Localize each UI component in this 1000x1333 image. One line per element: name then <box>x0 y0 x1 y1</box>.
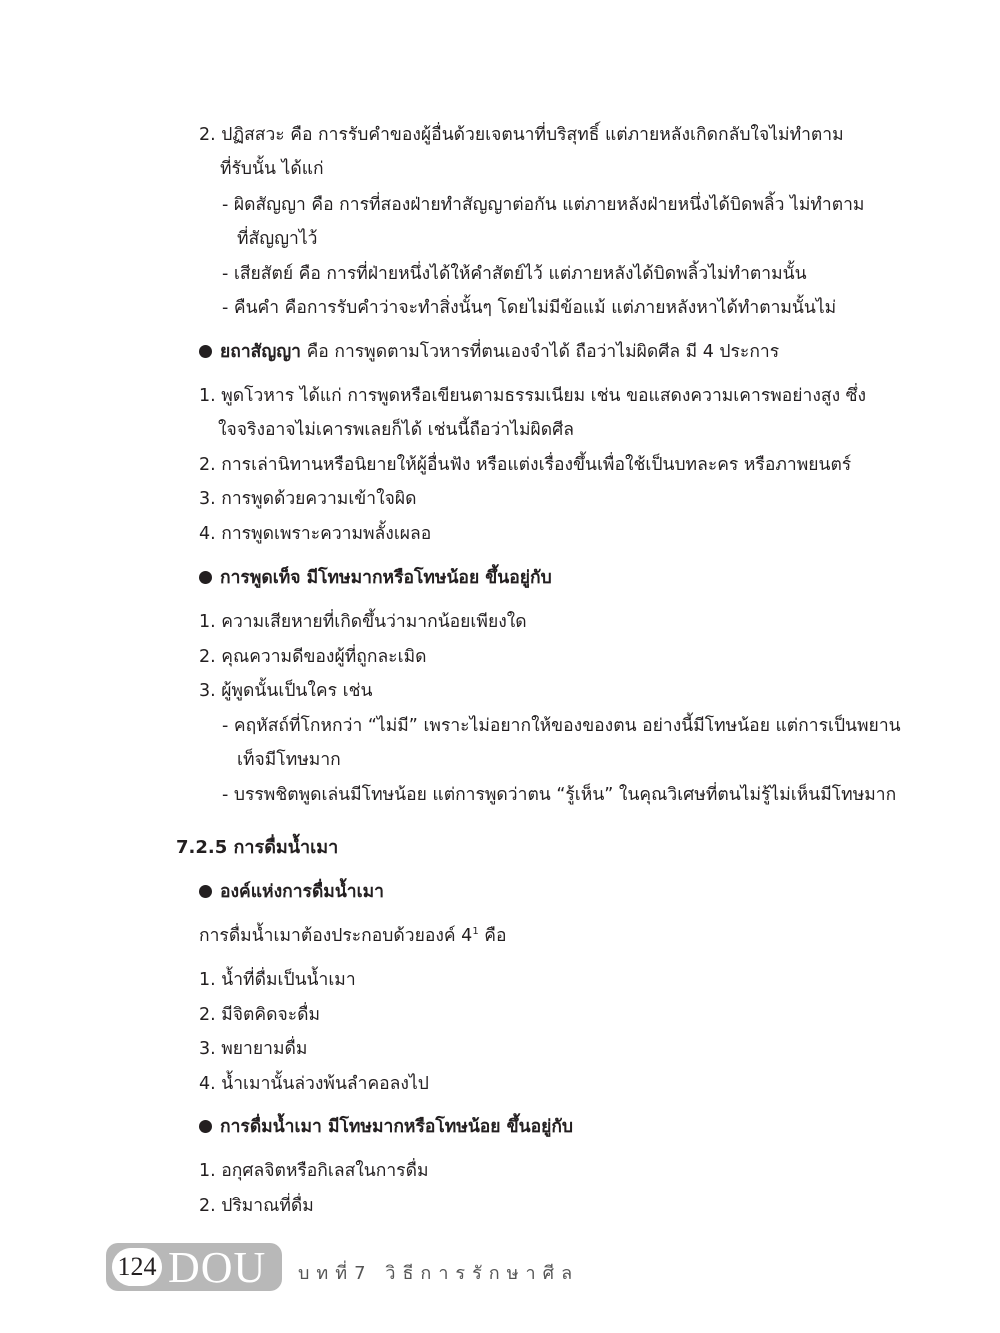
intro-text: การดื่มน้ำเมาต้องประกอบด้วยองค์ 4 <box>199 926 473 946</box>
bullet-false-speech-severity <box>199 570 552 588</box>
item-2-patissava: 2. ปฏิสสวะ คือ การรับคำของผู้อื่นด้วยเจตนาที่บริสุทธิ์ แต่ภายหลังเกิดกลับใจไม่ทำตาม <box>199 125 844 145</box>
chapter-title: บทที่7 วิธีการรักษาศีล <box>298 1263 580 1284</box>
intro-tail: คือ <box>478 926 507 946</box>
subitem-broken-agreement: - ผิดสัญญา คือ การที่สองฝ่ายทำสัญญาต่อกัน แต่ภายหลังฝ่ายหนึ่งได้บิดพลิ้ว ไม่ทำตาม <box>222 195 865 215</box>
intro-paragraph <box>199 928 506 946</box>
bullet-icon <box>199 345 212 358</box>
section-heading: 7.2.5 การดื่มน้ำเมา <box>176 837 339 858</box>
bullet-yathasanya <box>199 344 779 362</box>
bullet-text: การดื่มน้ำเมา มีโทษมากหรือโทษน้อย ขึ้นอยู่กับ <box>220 1117 574 1137</box>
bullet-text: การพูดเท็จ มีโทษมากหรือโทษน้อย ขึ้นอยู่กับ <box>220 568 552 588</box>
subitem-broken-promise: - เสียสัตย์ คือ การที่ฝ่ายหนึ่งได้ให้คำสัตย์ไว้ แต่ภายหลังได้บิดพลิ้วไม่ทำตามนั้น <box>222 264 807 284</box>
brand-logo: DOU <box>168 1243 267 1292</box>
bullet-icon <box>199 571 212 584</box>
list-item: 1. อกุศลจิตหรือกิเลสในการดื่ม <box>199 1161 429 1181</box>
list-item-continuation: ใจจริงอาจไม่เคารพเลยก็ได้ เช่นนี้ถือว่าไม่ผิดศีล <box>218 420 574 440</box>
bullet-elements-of-drinking <box>199 884 384 902</box>
subitem-monk: - บรรพชิตพูดเล่นมีโทษน้อย แต่การพูดว่าตน “รู้เห็น” ในคุณวิเศษที่ตนไม่รู้ไม่เห็นมีโทษมาก <box>222 785 897 805</box>
bullet-description: คือ การพูดตามโวหารที่ตนเองจำได้ ถือว่าไม่ผิดศีล มี 4 ประการ <box>301 342 780 362</box>
list-item: 4. การพูดเพราะความพลั้งเผลอ <box>199 524 432 544</box>
list-item: 2. คุณความดีของผู้ที่ถูกละเมิด <box>199 647 427 667</box>
subitem-householder: - คฤหัสถ์ที่โกหกว่า “ไม่มี” เพราะไม่อยากให้ของของตน อย่างนี้มีโทษน้อย แต่การเป็นพยาน <box>222 716 901 736</box>
bullet-icon <box>199 885 212 898</box>
bullet-text: องค์แห่งการดื่มน้ำเมา <box>220 882 384 902</box>
bullet-icon <box>199 1120 212 1133</box>
page-number: 124 <box>112 1248 162 1286</box>
list-item: 4. น้ำเมานั้นล่วงพ้นลำคอลงไป <box>199 1074 429 1094</box>
list-item: 2. การเล่านิทานหรือนิยายให้ผู้อื่นฟัง หรือแต่งเรื่องขึ้นเพื่อใช้เป็นบทละคร หรือภาพยนตร์ <box>199 455 852 475</box>
list-item: 1. ความเสียหายที่เกิดขึ้นว่ามากน้อยเพียงใด <box>199 612 527 632</box>
list-item: 3. ผู้พูดนั้นเป็นใคร เช่น <box>199 681 373 701</box>
subitem-retraction: - คืนคำ คือการรับคำว่าจะทำสิ่งนั้นๆ โดยไม่มีข้อแม้ แต่ภายหลังหาได้ทำตามนั้นไม่ <box>222 298 837 318</box>
subitem-continuation: เท็จมีโทษมาก <box>237 750 341 770</box>
list-item: 2. มีจิตคิดจะดื่ม <box>199 1005 321 1025</box>
bullet-drinking-severity <box>199 1119 573 1137</box>
list-item: 3. การพูดด้วยความเข้าใจผิด <box>199 489 417 509</box>
list-item: 1. พูดโวหาร ได้แก่ การพูดหรือเขียนตามธรรมเนียม เช่น ขอแสดงความเคารพอย่างสูง ซึ่ง <box>199 386 867 406</box>
footnote-ref: 1 <box>472 926 479 937</box>
bullet-term: ยถาสัญญา <box>220 342 302 362</box>
list-item: 1. น้ำที่ดื่มเป็นน้ำเมา <box>199 970 356 990</box>
subitem-continuation: ที่สัญญาไว้ <box>237 229 318 249</box>
list-item: 3. พยายามดื่ม <box>199 1039 308 1059</box>
item-2-continuation: ที่รับนั้น ได้แก่ <box>220 159 324 179</box>
list-item: 2. ปริมาณที่ดื่ม <box>199 1196 314 1216</box>
